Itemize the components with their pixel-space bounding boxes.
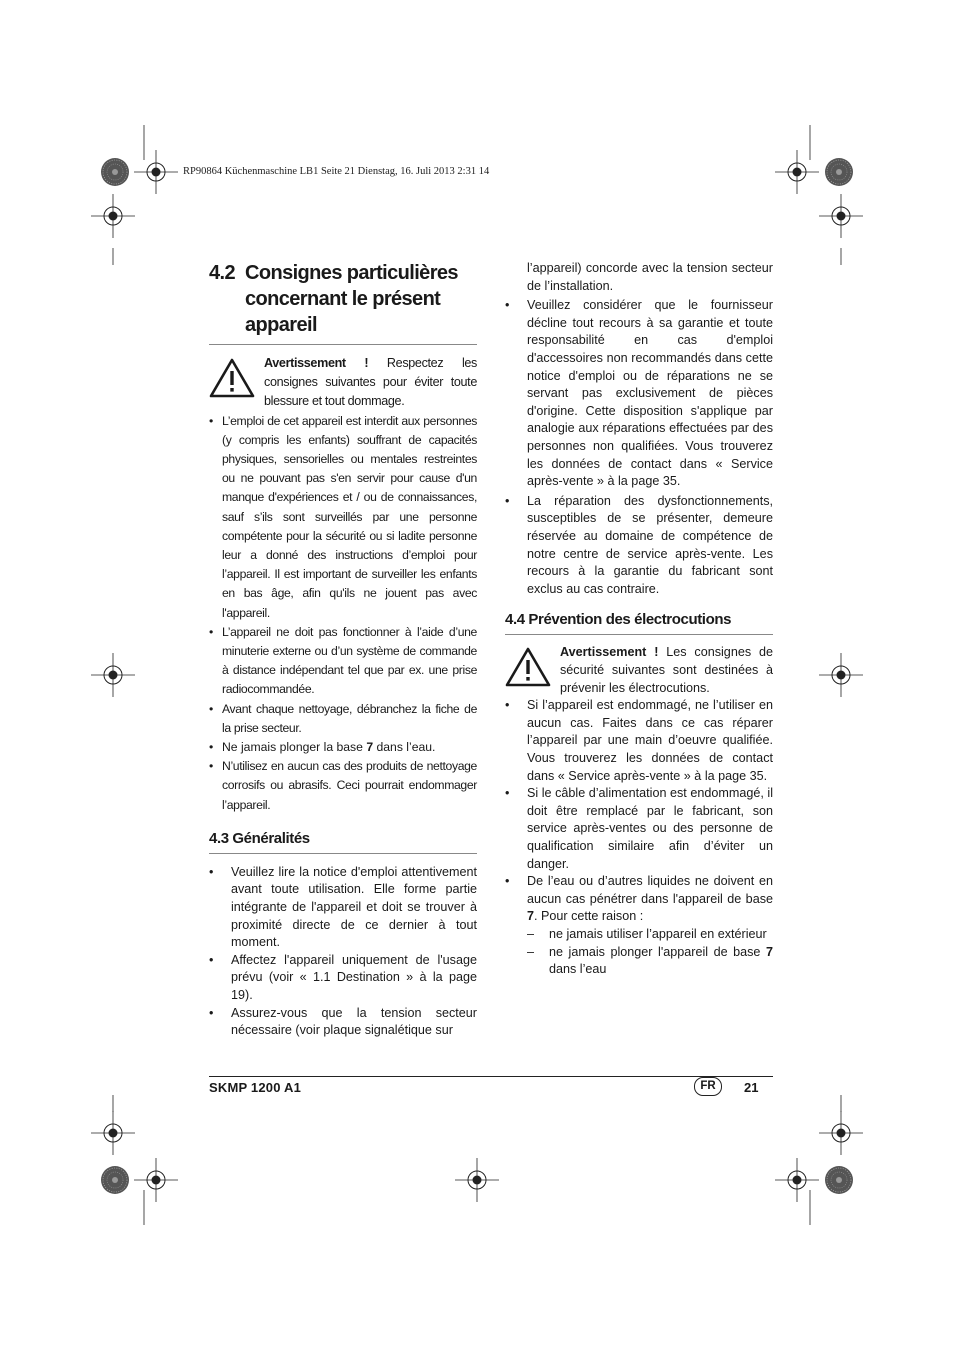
section-4-2-title <box>209 260 477 338</box>
continued-paragraph: l’appareil) concorde avec la tension secteur de l’installation. <box>527 261 773 293</box>
list-item: • Avant chaque nettoyage, débranchez la fiche de la prise secteur. <box>209 700 477 738</box>
section-4-4-list <box>505 697 773 979</box>
section-title-text: Consignes particulières concernant le présent appareil <box>245 262 458 336</box>
crosshair-icon <box>134 150 178 194</box>
star-target-icon <box>825 1166 853 1194</box>
print-slug: RP90864 Küchenmaschine LB1 Seite 21 Dienstag, 16. Juli 2013 2:31 14 <box>183 166 490 177</box>
crosshair-icon <box>819 653 863 697</box>
warning-block <box>209 354 477 412</box>
star-target-icon <box>101 158 129 186</box>
page-number: 21 <box>744 1080 759 1095</box>
list-item: • L’appareil ne doit pas fonctionner à l’aide d’une minuterie externe ou d’un système de commande à distance indépendant tel que par ex. une prise radiocommandée. <box>209 623 477 700</box>
warning-triangle-icon <box>209 358 255 398</box>
list-item: • Ne jamais plonger la base 7 dans l’eau. <box>209 738 477 757</box>
section-4-2-list <box>209 412 477 815</box>
section-4-3-list <box>209 864 477 1040</box>
crosshair-icon <box>775 150 819 194</box>
language-badge: FR <box>694 1077 722 1096</box>
list-item: • Veuillez considérer que le fournisseur décline tout recours à sa garantie et toute responsabilité en cas d'emploi d'accessoires non recommandés dans cette notice d'emploi ou de réparations ne se servant pas exclusivement de pièces d'origine. Cette disposition s'applique par analogie aux réparations effectuées par des personnes non qualifiées. Vous trouverez les données de contact dans « Service après-vente » à la page 35. <box>505 297 773 491</box>
part-number: 7 <box>527 909 535 924</box>
warning-triangle-icon <box>505 647 551 687</box>
warning-label: Avertissement ! <box>264 356 369 370</box>
part-number: 7 <box>765 944 773 959</box>
list-item: • Veuillez lire la notice d'emploi attentivement avant toute utilisation. Elle forme partie intégrante de l'appareil et doit se trouver à proximité directe de ce dernier à tout moment. <box>209 864 477 952</box>
list-item: • La réparation des dysfonctionnements, susceptibles de se présenter, demeure réservée au domaine de compétence de notre centre de service après-vente. Les recours à la garantie du fabricant sont exclus au cas contraire. <box>505 493 773 599</box>
list-item: • N’utilisez en aucun cas des produits de nettoyage corrosifs ou abrasifs. Ceci pourrait endommager l’appareil. <box>209 757 477 815</box>
list-item: • Si l’appareil est endommagé, ne l’utiliser en aucun cas. Faites dans ce cas réparer l’appareil par une main d’oeuvre qualifiée. Vous trouverez les données de contact dans « Service après-vente » à la page 35. <box>505 697 773 785</box>
list-item: • Affectez l'appareil uniquement de l'usage prévu (voir « 1.1 Destination » à la page 19). <box>209 952 477 1005</box>
crosshair-icon <box>91 194 135 238</box>
right-column <box>505 260 773 979</box>
crosshair-icon <box>819 1111 863 1155</box>
section-rule <box>209 853 477 854</box>
star-target-icon <box>825 158 853 186</box>
crosshair-icon <box>455 1158 499 1202</box>
list-item: • Assurez-vous que la tension secteur nécessaire (voir plaque signalétique sur <box>209 1005 477 1040</box>
part-number: 7 <box>366 740 374 755</box>
crosshair-icon <box>819 194 863 238</box>
dash-item: – ne jamais utiliser l’appareil en extérieur <box>527 926 773 944</box>
list-item: • De l’eau ou d’autres liquides ne doivent en aucun cas pénétrer dans l'appareil de base 7. Pour cette raison : – ne jamais utiliser l’appareil en extérieur – ne jamais plonger l'appareil de base 7 dans l’eau <box>505 873 773 979</box>
star-target-icon <box>101 1166 129 1194</box>
section-4-4-title: 4.4 Prévention des électrocutions <box>505 611 732 629</box>
dash-item: – ne jamais plonger l'appareil de base 7 dans l’eau <box>527 944 773 979</box>
list-item: • L’emploi de cet appareil est interdit aux personnes (y compris les enfants) souffrant de capacités physiques, sensorielles ou mentales restreintes ou ne pouvant pas s'en servir pour cause d'un manque d'expériences et / ou de connaissances, sauf s’ils sont surveillés par une personne compétente pour la sécurité ou si ladite personne leur a donné des instructions d’emploi pour l’appareil. Il est important de surveiller les enfants en bas âge, afin qu'ils ne jouent pas avec l'appareil. <box>209 412 477 623</box>
model-number: SKMP 1200 A1 <box>209 1080 302 1095</box>
warning-block <box>505 643 773 697</box>
crosshair-icon <box>91 653 135 697</box>
left-column <box>209 260 477 1040</box>
warning-text: Les consignes de sécurité suivantes sont destinées à prévenir les électrocutions. <box>560 645 773 696</box>
warning-text: Respectez les consignes suivantes pour éviter toute blessure et tout dommage. <box>264 356 477 409</box>
crosshair-icon <box>91 1111 135 1155</box>
dash-list <box>527 926 773 979</box>
section-4-3-list-continued <box>505 297 773 598</box>
warning-label: Avertissement ! <box>560 645 659 660</box>
crosshair-icon <box>134 1158 178 1202</box>
section-4-3-title: 4.3 Généralités <box>209 829 310 847</box>
list-item: • Si le câble d’alimentation est endommagé, il doit être remplacé par le fabricant, son service après-ventes ou des personne de qualification similaire afin d’éviter un danger. <box>505 785 773 873</box>
section-rule <box>209 344 477 345</box>
footer-rule <box>209 1076 773 1077</box>
section-number: 4.2 <box>209 262 236 284</box>
section-rule <box>505 634 773 635</box>
crosshair-icon <box>775 1158 819 1202</box>
